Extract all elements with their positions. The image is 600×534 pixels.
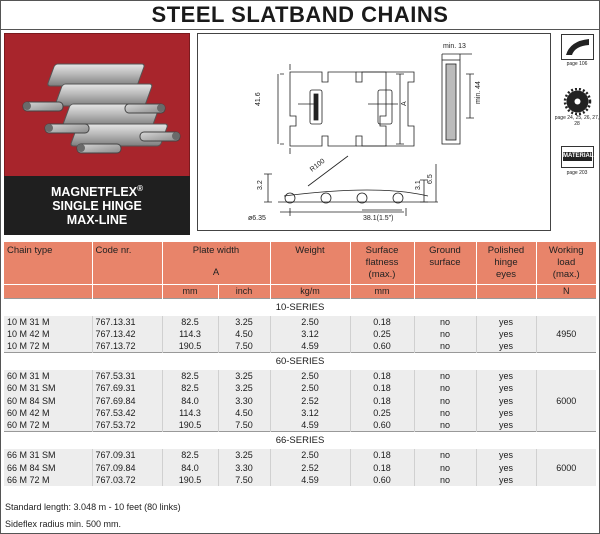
dim-a: A: [401, 101, 408, 106]
dim-3-2: 3.2: [257, 180, 264, 190]
header-code: Code nr.: [92, 242, 162, 284]
cell-width-inch: 4.50: [218, 407, 270, 419]
cell-chain-type: 10 M 31 M: [4, 316, 92, 328]
cell-ground: no: [414, 474, 476, 486]
cell-width-inch: 3.25: [218, 382, 270, 394]
cell-chain-type: 60 M 84 SM: [4, 395, 92, 407]
cell-width-mm: 190.5: [162, 474, 218, 486]
cell-code: 767.53.42: [92, 407, 162, 419]
cell-width-mm: 82.5: [162, 449, 218, 461]
dim-r100: R100: [308, 157, 327, 174]
header-polished-2: hinge: [494, 257, 518, 268]
header-polished-3: eyes: [495, 269, 517, 280]
cell-flatness: 0.25: [350, 407, 414, 419]
cell-working-load: 4950: [536, 316, 596, 353]
cell-polished: yes: [476, 340, 536, 353]
radius-icon[interactable]: [561, 34, 594, 60]
chain-photo-illustration: [5, 34, 190, 184]
unit-mm: mm: [162, 284, 218, 298]
cell-code: 767.09.84: [92, 462, 162, 474]
cell-chain-type: 60 M 31 SM: [4, 382, 92, 394]
cell-flatness: 0.18: [350, 395, 414, 407]
table-row: [4, 370, 596, 382]
cell-chain-type: 60 M 31 M: [4, 370, 92, 382]
dim-min-13: min. 13: [443, 43, 466, 50]
sprocket-icon[interactable]: [561, 88, 594, 115]
header-plate-width: [162, 242, 270, 284]
cell-polished: yes: [476, 449, 536, 461]
cell-chain-type: 66 M 84 SM: [4, 462, 92, 474]
cell-polished: yes: [476, 407, 536, 419]
cell-width-mm: 114.3: [162, 328, 218, 340]
header-plate-width-label: Plate width: [192, 245, 240, 256]
cell-chain-type: 66 M 72 M: [4, 474, 92, 486]
unit-kgm: kg/m: [270, 284, 350, 298]
material-icon-label: MATERIAL: [563, 153, 594, 159]
header-polished: [476, 242, 536, 284]
unit-flat-mm: mm: [350, 284, 414, 298]
cell-code: 767.03.72: [92, 474, 162, 486]
cell-width-inch: 3.30: [218, 395, 270, 407]
table-row: [4, 382, 596, 394]
header-polished-1: Polished: [487, 245, 525, 256]
series-row: [4, 432, 596, 450]
radius-icon-caption: page 106: [566, 61, 588, 67]
cell-polished: yes: [476, 462, 536, 474]
cell-width-mm: 84.0: [162, 462, 218, 474]
cell-flatness: 0.18: [350, 449, 414, 461]
cell-ground: no: [414, 382, 476, 394]
dim-diameter: ø6.35: [248, 215, 266, 222]
material-icon-caption: page 203: [566, 170, 588, 176]
cell-flatness: 0.60: [350, 474, 414, 486]
sprocket-icon-caption: page 24, 25, 26, 27, 28: [554, 115, 600, 127]
caption-line-1: MAGNETFLEX: [50, 185, 138, 200]
cell-width-inch: 7.50: [218, 340, 270, 353]
cell-code: 767.13.72: [92, 340, 162, 353]
unit-inch: inch: [218, 284, 270, 298]
cell-weight: 2.50: [270, 449, 350, 461]
table-header-row: [4, 242, 596, 284]
drawing-svg: [198, 34, 552, 232]
cell-width-mm: 84.0: [162, 395, 218, 407]
header-flatness: [350, 242, 414, 284]
cell-weight: 2.50: [270, 370, 350, 382]
dim-6-5: 6.5: [427, 174, 434, 184]
header-ground-1: Ground: [429, 245, 461, 256]
cell-width-mm: 114.3: [162, 407, 218, 419]
dim-min-44: min. 44: [475, 81, 482, 104]
caption-line-2: SINGLE HINGE: [52, 199, 142, 214]
series-label: 60-SERIES: [4, 353, 596, 371]
cell-chain-type: 66 M 31 SM: [4, 449, 92, 461]
cell-ground: no: [414, 370, 476, 382]
technical-drawing: [197, 33, 551, 231]
cell-weight: 2.50: [270, 382, 350, 394]
header-load-2: load: [557, 257, 576, 268]
cell-width-inch: 3.30: [218, 462, 270, 474]
title-divider: [0, 29, 600, 30]
header-plate-width-symbol: A: [212, 267, 220, 278]
cell-width-inch: 3.25: [218, 370, 270, 382]
header-load-1: Working: [548, 245, 584, 256]
footer-standard-length: Standard length: 3.048 m - 10 feet (80 links): [5, 502, 181, 512]
cell-polished: yes: [476, 316, 536, 328]
series-row: [4, 353, 596, 371]
cell-width-mm: 190.5: [162, 419, 218, 432]
header-weight: Weight: [270, 242, 350, 284]
table-row: [4, 328, 596, 340]
cell-polished: yes: [476, 370, 536, 382]
cell-width-inch: 3.25: [218, 449, 270, 461]
photo-caption: [4, 176, 190, 235]
cell-width-inch: 7.50: [218, 474, 270, 486]
cell-polished: yes: [476, 328, 536, 340]
cell-working-load: 6000: [536, 370, 596, 432]
caption-line-3: MAX-LINE: [66, 213, 128, 228]
cell-code: 767.69.84: [92, 395, 162, 407]
cell-polished: yes: [476, 419, 536, 432]
table-row: [4, 419, 596, 432]
cell-ground: no: [414, 316, 476, 328]
cell-width-inch: 3.25: [218, 316, 270, 328]
dim-3-1: 3.1: [415, 180, 422, 190]
cell-width-inch: 7.50: [218, 419, 270, 432]
cell-flatness: 0.60: [350, 419, 414, 432]
cell-chain-type: 10 M 72 M: [4, 340, 92, 353]
dim-41-6: 41.6: [255, 92, 262, 106]
cell-width-mm: 82.5: [162, 382, 218, 394]
sprocket-icon-graphic: [561, 88, 594, 115]
cell-weight: 3.12: [270, 407, 350, 419]
cell-code: 767.53.72: [92, 419, 162, 432]
cell-chain-type: 60 M 42 M: [4, 407, 92, 419]
cell-width-mm: 82.5: [162, 370, 218, 382]
cell-weight: 2.52: [270, 395, 350, 407]
series-label: 66-SERIES: [4, 432, 596, 450]
cell-polished: yes: [476, 382, 536, 394]
cell-flatness: 0.18: [350, 462, 414, 474]
cell-width-mm: 190.5: [162, 340, 218, 353]
table-units-row: [4, 284, 596, 298]
cell-flatness: 0.25: [350, 328, 414, 340]
header-flatness-1: Surface: [365, 245, 399, 256]
table-row: [4, 462, 596, 474]
cell-flatness: 0.60: [350, 340, 414, 353]
cell-weight: 2.52: [270, 462, 350, 474]
cell-code: 767.69.31: [92, 382, 162, 394]
cell-ground: no: [414, 328, 476, 340]
table-row: [4, 316, 596, 328]
page-title: STEEL SLATBAND CHAINS: [151, 2, 449, 27]
cell-ground: no: [414, 462, 476, 474]
table-row: [4, 407, 596, 419]
series-label: 10-SERIES: [4, 298, 596, 316]
material-icon[interactable]: [561, 146, 594, 168]
spec-table: [4, 242, 596, 486]
cell-width-mm: 82.5: [162, 316, 218, 328]
header-flatness-2: flatness: [365, 257, 399, 268]
header-ground-2: surface: [429, 257, 461, 268]
table-row: [4, 449, 596, 461]
cell-polished: yes: [476, 474, 536, 486]
unit-n: N: [536, 284, 596, 298]
cell-polished: yes: [476, 395, 536, 407]
header-chain-type: Chain type: [4, 242, 92, 284]
dim-pitch: 38.1(1.5"): [363, 215, 394, 222]
cell-width-inch: 4.50: [218, 328, 270, 340]
cell-ground: no: [414, 419, 476, 432]
registered-mark: ®: [137, 184, 143, 193]
cell-flatness: 0.18: [350, 316, 414, 328]
cell-working-load: 6000: [536, 449, 596, 486]
table-row: [4, 395, 596, 407]
header-ground: [414, 242, 476, 284]
table-row: [4, 474, 596, 486]
cell-chain-type: 10 M 42 M: [4, 328, 92, 340]
cell-chain-type: 60 M 72 M: [4, 419, 92, 432]
cell-weight: 4.59: [270, 340, 350, 353]
cell-ground: no: [414, 395, 476, 407]
cell-flatness: 0.18: [350, 370, 414, 382]
radius-icon-graphic: [562, 35, 593, 59]
cell-code: 767.13.42: [92, 328, 162, 340]
cell-weight: 4.59: [270, 419, 350, 432]
cell-flatness: 0.18: [350, 382, 414, 394]
cell-code: 767.13.31: [92, 316, 162, 328]
cell-ground: no: [414, 449, 476, 461]
series-row: [4, 298, 596, 316]
header-load: [536, 242, 596, 284]
cell-weight: 2.50: [270, 316, 350, 328]
cell-ground: no: [414, 407, 476, 419]
cell-code: 767.09.31: [92, 449, 162, 461]
header-load-3: (max.): [552, 269, 580, 280]
table-row: [4, 340, 596, 353]
table-body: [4, 298, 596, 486]
header-flatness-3: (max.): [368, 269, 396, 280]
cell-ground: no: [414, 340, 476, 353]
cell-weight: 3.12: [270, 328, 350, 340]
cell-weight: 4.59: [270, 474, 350, 486]
footer-sideflex-radius: Sideflex radius min. 500 mm.: [5, 519, 122, 529]
cell-code: 767.53.31: [92, 370, 162, 382]
